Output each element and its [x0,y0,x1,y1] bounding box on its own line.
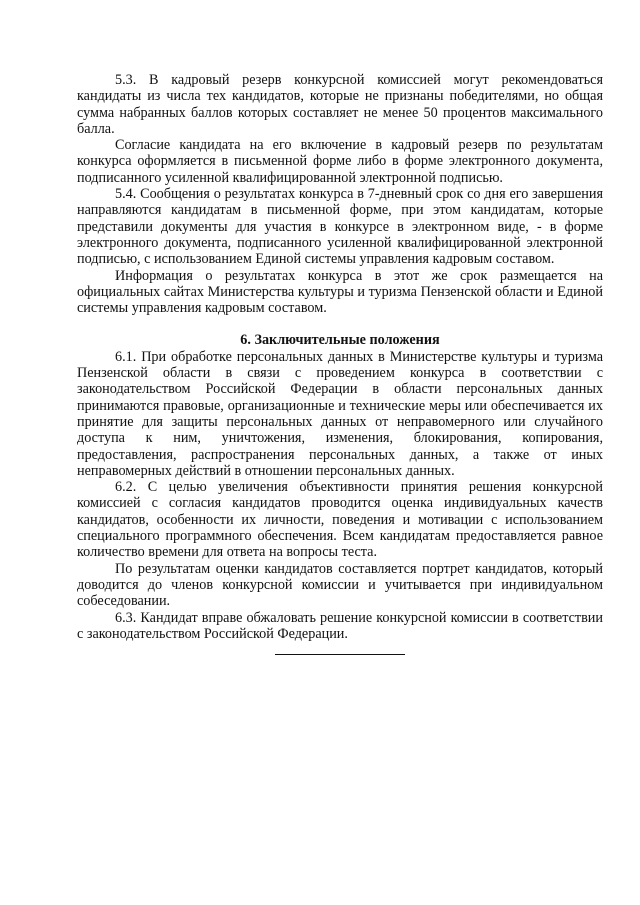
paragraph-6-3: 6.3. Кандидат вправе обжаловать решение конкурсной комиссии в соответствии с законодательством Российской Федерации. [77,609,603,642]
paragraph-results-info: Информация о результатах конкурса в этот же срок размещается на официальных сайтах Министерства культуры и туризма Пензенской области и Единой системы управления кадровым составом. [77,267,603,317]
paragraph-5-3: 5.3. В кадровый резерв конкурсной комиссией могут рекомендоваться кандидаты из числа тех кандидатов, которые не признаны победителями, но общая сумма набранных баллов которых составляет не менее 50 процентов максимального балла. [77,72,603,137]
paragraph-consent: Согласие кандидата на его включение в кадровый резерв по результатам конкурса оформляется в письменной форме либо в форме электронного документа, подписанного усиленной квалифицированной электронной подписью. [77,137,603,186]
paragraph-assessment: По результатам оценки кандидатов составляется портрет кандидатов, который доводится до членов конкурсной комиссии и учитывается при индивидуальном собеседовании. [77,560,603,610]
section-title: 6. Заключительные положения [240,332,440,349]
end-rule [275,654,405,655]
paragraph-6-1: 6.1. При обработке персональных данных в Министерстве культуры и туризма Пензенской области в связи с проведением конкурса в соответствии с законодательством Российской Федерации в области персональных данных принимаются правовые, организационные и технические меры или обеспечивается их принятие для защиты персональных данных от неправомерного или случайного доступа к ним, уничтожения, изменения, блокирования, копирования, предоставления, распространения персональных данных, а также от иных неправомерных действий в отношении персональных данных. [77,348,603,479]
document-page [77,72,603,655]
paragraph-6-2: 6.2. С целью увеличения объективности принятия решения конкурсной комиссией с согласия кандидатов проводится оценка индивидуальных качеств кандидатов, особенности их личности, поведения и мотивации с использованием специального программного обеспечения. Всем кандидатам предоставляется равное количество времени для ответа на вопросы теста. [77,479,603,561]
paragraph-5-4: 5.4. Сообщения о результатах конкурса в 7-дневный срок со дня его завершения направляются кандидатам в письменной форме, при этом кандидатам, которые представили документы для участия в конкурсе в электронном виде, - в форме электронного документа, подписанного усиленной квалифицированной электронной подписью, с использованием Единой системы управления кадровым составом. [77,186,603,268]
